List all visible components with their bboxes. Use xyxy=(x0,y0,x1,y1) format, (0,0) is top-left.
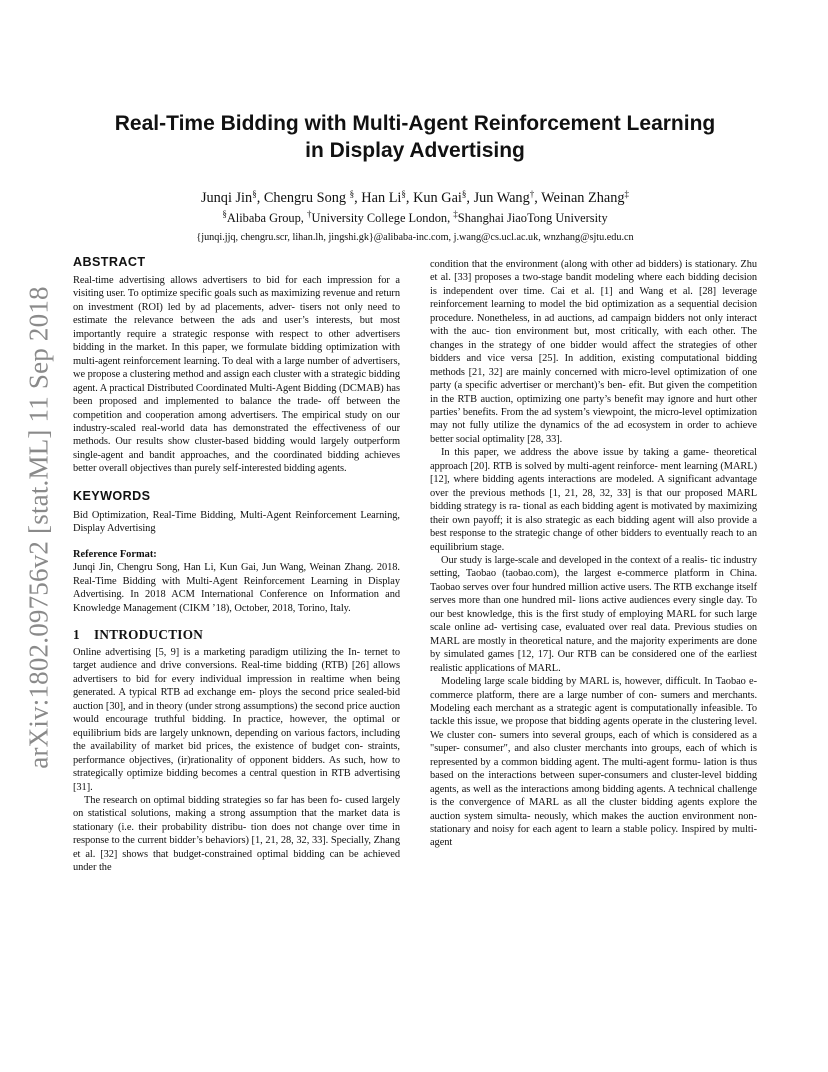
text-line: and Wang et al. [28] leverage reinforcement learning to model the xyxy=(430,285,757,311)
text-line: of the earliest realistic applications of MARL. xyxy=(430,649,757,674)
text-line: vertising case, evaluated over real data. Previous studies on MARL xyxy=(430,622,757,647)
abstract-heading: ABSTRACT xyxy=(73,255,146,269)
text-line: is represented by a common bidding agent. The multi-agent formu- xyxy=(430,743,757,768)
reference-format-heading: Reference Format: xyxy=(73,548,157,560)
text-line: strong assumptions) the second price auction would encourage xyxy=(73,700,400,726)
text-line: sumers into several groups, each of which is considered as a "super- xyxy=(430,729,757,755)
author-separator: , xyxy=(534,190,542,206)
text-line: noisy for each agent to learn a stable policy. Inspired by multi-agent xyxy=(430,824,757,849)
text-line: Our study is large-scale and developed in the context of a realis- xyxy=(441,554,708,566)
text-line: are modeled. A significant advantage over the previous methods xyxy=(430,474,757,499)
body-paragraph xyxy=(430,446,757,554)
text-line: straints, performance objectives, (ir)rationality of opponent bidders. xyxy=(73,741,400,766)
text-line: tion does not change over time in response to the current bidder’s xyxy=(73,821,401,847)
text-line: with respect to other advertisers bidding in the market. In this paper, xyxy=(73,328,400,354)
affiliations xyxy=(60,210,770,226)
affiliation-mark: § xyxy=(461,189,467,199)
author xyxy=(361,190,413,206)
text-line: best response to the strategic change of other bidders to eventually xyxy=(430,528,708,540)
author-separator: , xyxy=(466,190,474,206)
text-line: off between the competition and cooperation among advertisers. xyxy=(73,396,400,421)
author-separator: , xyxy=(256,190,264,206)
text-line: are mostly in theoretical nature, and the majority experiments are xyxy=(462,635,735,647)
body-paragraph xyxy=(430,554,757,675)
text-line: that bidding agents operate in the clustering level. We cluster con- xyxy=(430,716,757,741)
left-column xyxy=(73,254,400,875)
text-line: done by simulated games [12, 17]. Our RTB can be considered one xyxy=(430,635,757,661)
text-line: bid optimization as a sequential decision procedure. Nonetheless, xyxy=(430,299,757,324)
text-line: we formulate bidding optimization with multi-agent reinforcement xyxy=(73,342,400,367)
text-line: neously, which makes the auction environment non-stationary and xyxy=(430,810,757,836)
author xyxy=(264,190,361,206)
text-line: tional as each bidding agent is motivated by maximizing their own xyxy=(430,501,757,526)
text-line: in the strategy of one bidder would affect the strategies of other xyxy=(468,339,757,351)
title-line: in Display Advertising xyxy=(305,139,525,162)
text-line: sumers and merchants. Modeling each merchant as a strategic xyxy=(430,689,757,714)
keywords-heading: KEYWORDS xyxy=(73,488,151,503)
text-line: tisers not only need to estimate the relevance between the ads and xyxy=(73,301,400,327)
text-line: in ad auctions, ad campaign bidders not only interact with the auc- xyxy=(430,312,757,338)
text-line: behaviors) [1, 21, 28, 32, 33]. Specially, Zhang et al. [32] shows xyxy=(73,835,400,860)
text-line: tion environment but, most critically, with each other. The changes xyxy=(430,326,757,351)
text-line: efit. But given the competition in the RTB auction, optimizing one xyxy=(430,380,757,405)
text-line: Taobao e-commerce platform, there are a large number of con- xyxy=(430,676,757,701)
text-line: bandit approaches, and the coordinated bidding achieves better xyxy=(73,449,400,475)
text-line: where each bidding decision is independent over time. Cai et al. [1] xyxy=(430,272,757,297)
author-name: Chengru Song xyxy=(263,190,350,206)
text-line: better social optimality [28, 33]. xyxy=(430,433,563,445)
text-line: ment learning (MARL) [12], where bidding agents interactions xyxy=(430,460,757,486)
affiliation-mark: ‡ xyxy=(453,209,458,219)
text-line: bidding agents. A technical challenge is the convergence of MARL xyxy=(430,783,757,809)
text-line: bidding methods [21, 32] are mainly concerned with micro-level xyxy=(430,353,757,378)
intro-paragraph xyxy=(73,794,400,875)
text-line: 2018, Torino, Italy. xyxy=(272,602,351,614)
text-line: bidders and vice versa [25]. In addition, existing computational xyxy=(430,353,720,365)
author-name: Junqi Jin xyxy=(200,190,253,206)
text-line: Real-time advertising allows advertisers to bid for each impression xyxy=(73,275,373,286)
arxiv-stamp-text: arXiv:1802.09756v2 [stat.ML] 11 Sep 2018 xyxy=(23,285,54,769)
text-line: is the first study of employing MARL for such large scale online ad- xyxy=(430,608,757,634)
text-line: cused largely on statistical solutions, making a strong assumption xyxy=(73,794,400,820)
text-line: question in RTB advertising [31]. xyxy=(73,768,400,793)
text-line: (RTB) [26] allows advertisers to bid for every individual impression xyxy=(73,660,400,685)
body-paragraph xyxy=(430,258,757,446)
right-column xyxy=(430,258,757,850)
author xyxy=(201,190,264,206)
text-line: ternet to target audience and drive conversions. Real-time bidding xyxy=(73,646,400,672)
text-line: The research on optimal bidding strategies so far has been fo- xyxy=(84,794,343,806)
affiliation-mark: ‡ xyxy=(624,189,630,199)
section-number: 1 xyxy=(73,626,80,642)
text-line: in realtime when being generated. A typical RTB ad exchange em- xyxy=(73,673,400,699)
text-line: In this paper, we address the above issue by taking a game- xyxy=(441,447,709,459)
affiliation: Shanghai JiaoTong University xyxy=(457,211,608,225)
text-line: revenue and return on investment (ROI) led by ad placements, adver- xyxy=(73,288,400,313)
text-line: Online advertising [5, 9] is a marketing paradigm utilizing the In- xyxy=(73,646,361,658)
arxiv-stamp xyxy=(22,282,56,772)
text-line: [1, 21, 28, 32, 33] is that our proposed MARL bidding strategy is ra- xyxy=(430,487,757,513)
title-line: Real-Time Bidding with Multi-Agent Reinforcement Learning xyxy=(114,112,716,135)
text-line: truthful bidding. In practice, however, the optimal or equilibrium xyxy=(73,714,400,739)
text-line: Modeling large scale bidding by MARL is, however, difficult. In xyxy=(441,676,713,688)
author-separator: , xyxy=(405,190,414,206)
text-line: The empirical study on our industry-scaled real-world data has xyxy=(73,409,400,434)
text-line: ploys the second price sealed-bid auction [30], and in theory (under xyxy=(73,687,400,712)
text-line: (DCMAB) has been proposed and implemented to balance the trade- xyxy=(73,382,400,408)
author-name: Weinan Zhang xyxy=(541,190,625,206)
affiliation: University College London, xyxy=(311,211,454,225)
affiliation-mark: § xyxy=(222,209,227,219)
text-line: bids are largely unknown, depending on various factors, including xyxy=(124,727,400,739)
text-line: fully utilize the dynamics of the ad ecosystem in order to achieve xyxy=(469,420,757,432)
section-heading-introduction xyxy=(73,627,400,643)
affiliation-mark: § xyxy=(349,189,355,199)
affiliation-mark: † xyxy=(307,209,312,219)
body-paragraph xyxy=(430,675,757,850)
abstract-text xyxy=(73,274,400,476)
text-line: tic industry setting, Taobao (taobao.com), the largest e-commerce xyxy=(430,554,757,580)
text-line: 2018. Real-Time Bidding with Multi-Agent Reinforcement Learning xyxy=(73,562,400,587)
author xyxy=(474,190,542,206)
author-name: Kun Gai xyxy=(413,190,462,206)
author xyxy=(413,190,474,206)
text-line: for a visiting user. To optimize specific goals such as maximizing xyxy=(73,275,400,300)
text-line: Junqi Jin, Chengru Song, Han Li, Kun Gai, Jun Wang, Weinan Zhang. xyxy=(73,562,374,574)
text-line: agent is computationally infeasible. To tackle this issue, we propose xyxy=(430,702,757,728)
text-line: users. The RTB exchange itself serves more than one hundred mil- xyxy=(430,581,757,607)
text-line: consumer", and also cluster merchants into groups, each of which xyxy=(463,743,747,755)
text-line: on Information and Knowledge Management (CIKM ’18), October, xyxy=(73,589,400,614)
text-line: Bid Optimization, Real-Time Bidding, Multi-Agent Reinforcement xyxy=(73,509,357,521)
text-line: clustering method and assign each cluster with a strategic bidding xyxy=(129,369,400,381)
affiliation: Alibaba Group, xyxy=(226,211,307,225)
text-line: stationary. Zhu et al. [33] proposes a two-stage bandit modeling xyxy=(430,259,757,284)
author-name: Jun Wang xyxy=(473,190,530,206)
text-line: learning. To deal with a large number of advertisers, we propose a xyxy=(73,355,400,381)
text-line: the ad system’s viewpoint, the micro-level optimization may not xyxy=(430,406,757,432)
text-line: platform in China. Taobao serves over four hundred million active xyxy=(430,568,757,593)
text-line: that budget-constrained optimal bidding can be achieved under the xyxy=(73,848,400,874)
text-line: party’s benefit may ignore and hurt other parties’ benefits. From xyxy=(430,393,757,418)
text-line: agent. A practical Distributed Coordinated Multi-Agent Bidding xyxy=(73,382,337,394)
reference-format-text xyxy=(73,561,400,615)
author-separator: , xyxy=(354,190,362,206)
text-line: the availability of market bid prices, the existence of budget con- xyxy=(73,741,363,753)
text-line: lation is thus based on the interactions between super-consumers xyxy=(430,756,757,782)
text-line: reach to an equilibrium stage. xyxy=(430,528,757,553)
text-line: and cluster-level bidding agents, as well as the interactions among xyxy=(430,770,757,795)
text-line: optimization of one party (a specific advertiser or merchant)’s ben- xyxy=(430,366,757,392)
affiliation-mark: † xyxy=(529,189,535,199)
text-line: condition that the environment (along with other ad bidders) is xyxy=(430,259,692,270)
text-line: lions active audiences every single day. To our best knowledge, this xyxy=(430,595,757,620)
text-line: payoff; it is also strategic as each bidding agent will also provide a xyxy=(473,514,757,526)
text-line: Learning, Display Advertising xyxy=(73,509,400,535)
text-line: as all the cluster bidding agents explore the auction system simulta- xyxy=(430,797,757,822)
text-line: user’s interests, but most importantly require a strategic response xyxy=(73,315,400,340)
keywords-text xyxy=(73,509,400,536)
text-line: cluster-based bidding would largely outperform single-agent and xyxy=(73,436,400,461)
intro-paragraph xyxy=(73,646,400,794)
author-emails: {junqi.jjq, chengru.scr, lihan.lh, jingshi.gk}@alibaba-inc.com, j.wang@cs.ucl.ac.uk, wnzhang@sjtu.edu.cn xyxy=(196,232,634,243)
author-list xyxy=(60,189,770,207)
text-line: that the market data is stationary (i.e. their probability distribu- xyxy=(73,808,400,833)
affiliation-mark: § xyxy=(401,189,406,199)
text-line: demonstrated the effectiveness of our methods. Our results show xyxy=(73,422,400,448)
paper-title xyxy=(60,110,770,164)
text-line: As such, how to strategically optimize bidding becomes a central xyxy=(73,754,400,780)
text-line: overall objectives than purely self-interested bidding agents. xyxy=(98,463,347,475)
text-line: theoretical approach [20]. RTB is solved by multi-agent reinforce- xyxy=(430,447,757,472)
section-title: INTRODUCTION xyxy=(94,626,204,642)
author-name: Han Li xyxy=(361,190,402,206)
author xyxy=(541,190,629,206)
affiliation-mark: § xyxy=(252,189,257,199)
text-line: in Display Advertising. In 2018 ACM International Conference xyxy=(73,575,400,601)
